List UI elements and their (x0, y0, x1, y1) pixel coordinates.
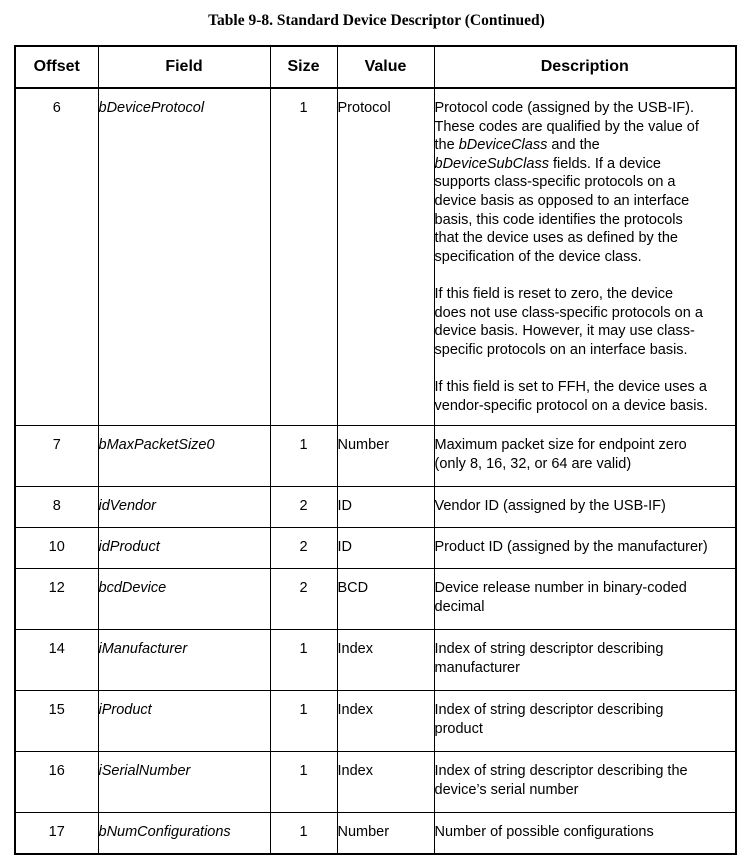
field-reference: bDeviceClass (458, 137, 548, 154)
protocol-paragraph-1: Protocol code (assigned by the USB-IF). These codes are qualified by the value of the bDeviceClass and the bDeviceSubClass fields. If a device supports class-specific protocols on a device basis as opposed to an interface basis, this code identifies the protocols that the device uses as defined by the specification of the device class. (434, 100, 699, 265)
value-cell: BCD (337, 569, 434, 630)
field-cell: bDeviceProtocol (98, 88, 270, 426)
header-description: Description (434, 46, 736, 88)
field-cell: bMaxPacketSize0 (98, 426, 270, 487)
header-value: Value (337, 46, 434, 88)
offset-cell: 12 (15, 569, 98, 630)
table-row (15, 569, 736, 630)
description-cell: Index of string descriptor describing product (434, 691, 736, 752)
table-row (15, 88, 736, 426)
size-cell: 1 (270, 813, 337, 855)
size-cell: 1 (270, 426, 337, 487)
value-cell: Number (337, 813, 434, 855)
table-row (15, 813, 736, 855)
table-row (15, 487, 736, 528)
description-cell: Index of string descriptor describing manufacturer (434, 630, 736, 691)
description-cell: Product ID (assigned by the manufacturer) (434, 528, 736, 569)
field-cell: bNumConfigurations (98, 813, 270, 855)
value-cell: Number (337, 426, 434, 487)
field-cell: iSerialNumber (98, 752, 270, 813)
offset-cell: 17 (15, 813, 98, 855)
table-row (15, 691, 736, 752)
header-size: Size (270, 46, 337, 88)
field-cell: idVendor (98, 487, 270, 528)
protocol-paragraph-2: If this field is reset to zero, the device does not use class-specific protocols on a device basis. However, it may use class- specific protocols on an interface basis. (434, 285, 703, 358)
size-cell: 2 (270, 487, 337, 528)
value-cell: Index (337, 691, 434, 752)
field-cell: iManufacturer (98, 630, 270, 691)
offset-cell: 15 (15, 691, 98, 752)
offset-cell: 16 (15, 752, 98, 813)
description-cell: Vendor ID (assigned by the USB-IF) (434, 487, 736, 528)
offset-cell: 6 (15, 88, 98, 426)
field-cell: iProduct (98, 691, 270, 752)
size-cell: 1 (270, 752, 337, 813)
description-cell (434, 88, 736, 426)
table-row (15, 752, 736, 813)
description-cell: Maximum packet size for endpoint zero (only 8, 16, 32, or 64 are valid) (434, 426, 736, 487)
size-cell: 1 (270, 630, 337, 691)
size-cell: 2 (270, 569, 337, 630)
field-cell: bcdDevice (98, 569, 270, 630)
description-cell: Index of string descriptor describing the device’s serial number (434, 752, 736, 813)
header-field: Field (98, 46, 270, 88)
table-row (15, 630, 736, 691)
field-cell: idProduct (98, 528, 270, 569)
value-cell: Index (337, 630, 434, 691)
header-row (15, 46, 736, 88)
field-reference: bDeviceSubClass (434, 155, 549, 172)
value-cell: Protocol (337, 88, 434, 426)
table-caption: Table 9-8. Standard Device Descriptor (Continued) (208, 12, 545, 29)
offset-cell: 8 (15, 487, 98, 528)
size-cell: 2 (270, 528, 337, 569)
offset-cell: 14 (15, 630, 98, 691)
offset-cell: 7 (15, 426, 98, 487)
value-cell: ID (337, 528, 434, 569)
table-row (15, 528, 736, 569)
description-cell: Number of possible configurations (434, 813, 736, 855)
value-cell: ID (337, 487, 434, 528)
value-cell: Index (337, 752, 434, 813)
description-cell: Device release number in binary-coded decimal (434, 569, 736, 630)
protocol-paragraph-3: If this field is set to FFH, the device uses a vendor-specific protocol on a device basis. (434, 378, 708, 414)
header-offset: Offset (15, 46, 98, 88)
table-row (15, 426, 736, 487)
size-cell: 1 (270, 88, 337, 426)
device-descriptor-table (14, 45, 737, 855)
offset-cell: 10 (15, 528, 98, 569)
size-cell: 1 (270, 691, 337, 752)
